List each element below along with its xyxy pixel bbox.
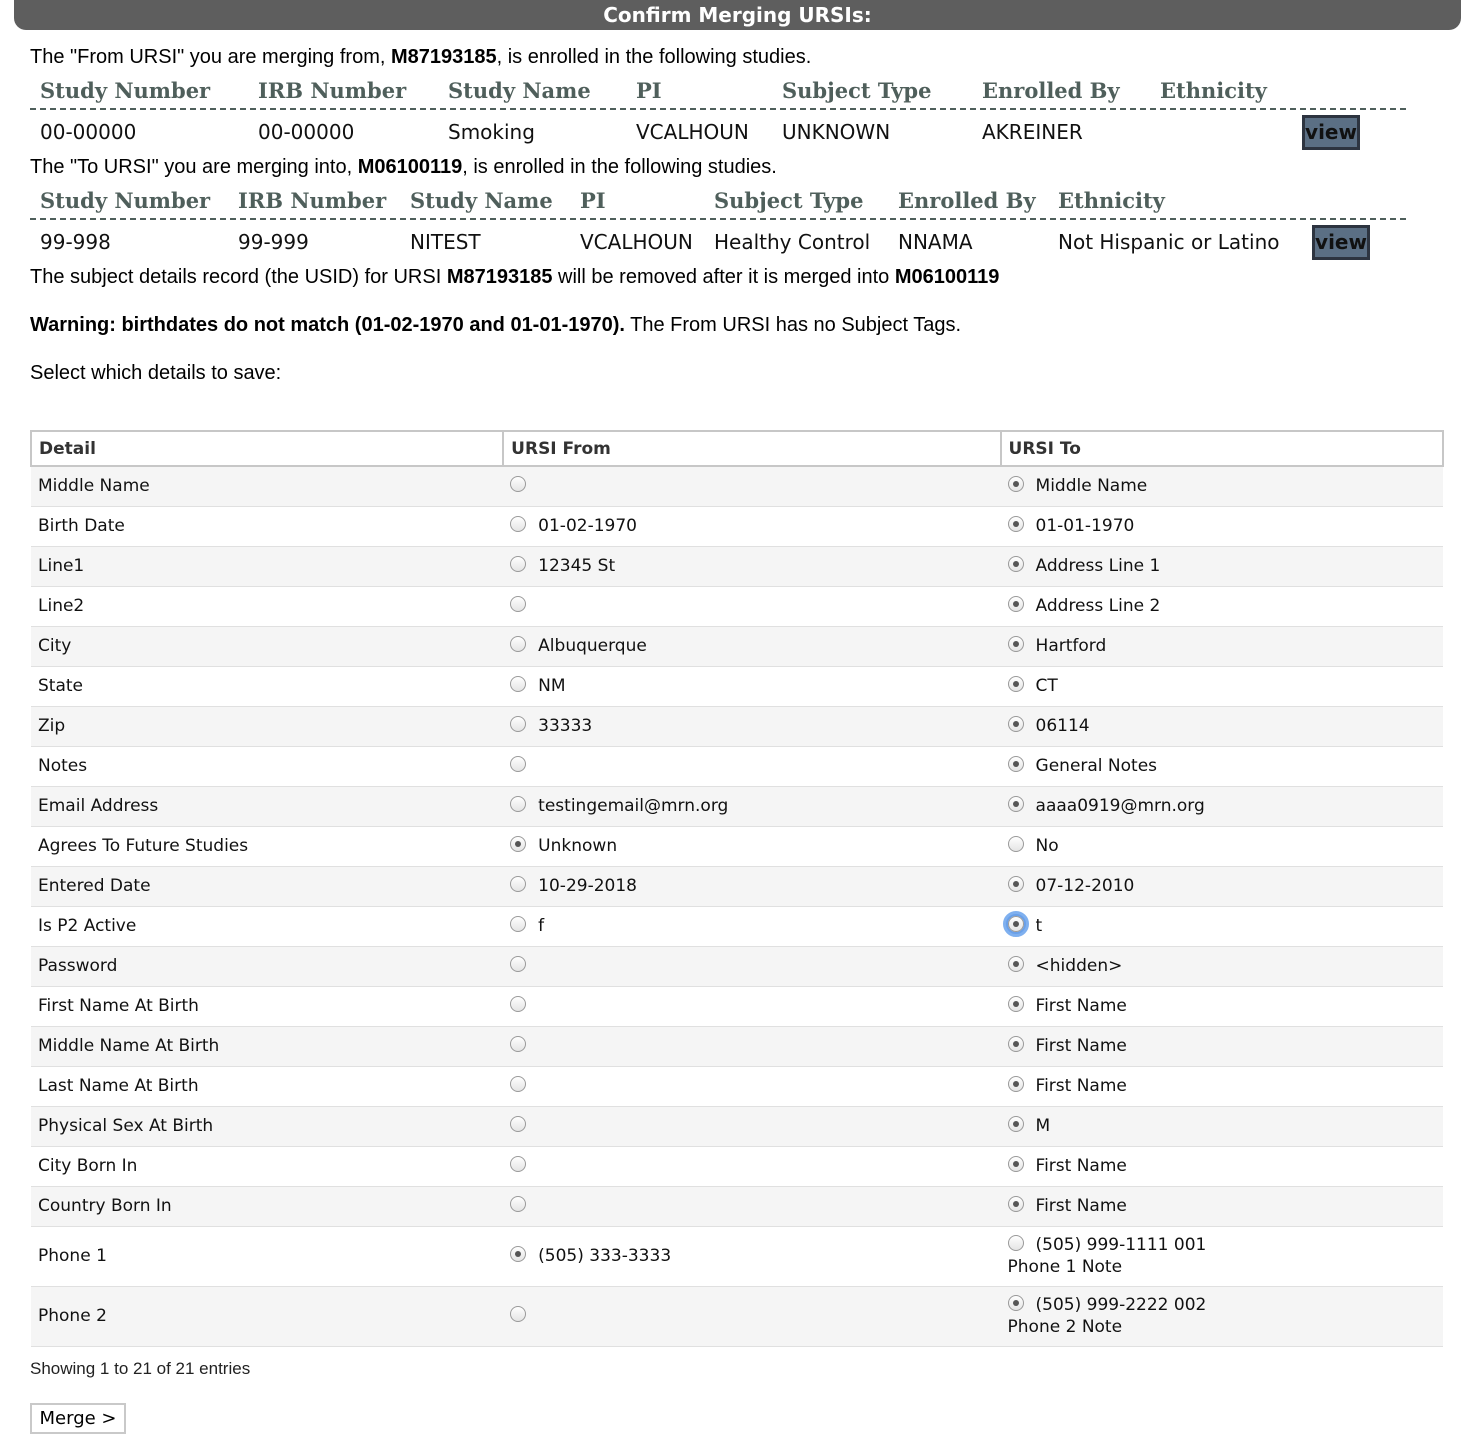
from-radio[interactable] [510,716,526,732]
ursi-to-cell [1001,826,1443,866]
from-radio[interactable] [510,956,526,972]
col-irb-number: IRB Number [258,78,407,103]
from-radio[interactable] [510,1156,526,1172]
ursi-from-cell [503,1146,1000,1186]
to-radio[interactable] [1008,1196,1024,1212]
detail-label: Country Born In [31,1186,503,1226]
to-radio[interactable] [1008,1295,1024,1311]
col-ursi-from[interactable]: URSI From [503,431,1000,466]
detail-label: Physical Sex At Birth [31,1106,503,1146]
col-ursi-to[interactable]: URSI To [1001,431,1443,466]
enrolled-by: NNAMA [898,230,973,254]
to-radio[interactable] [1008,476,1024,492]
to-radio[interactable] [1008,556,1024,572]
table-row [31,546,1443,586]
to-value: 07-12-2010 [1035,876,1135,896]
ursi-to-cell [1001,1186,1443,1226]
from-radio[interactable] [510,1076,526,1092]
from-value: 12345 St [538,556,616,576]
detail-label: Middle Name At Birth [31,1026,503,1066]
detail-label: Line2 [31,586,503,626]
to-value: Address Line 2 [1035,596,1161,616]
to-study-header [30,188,1406,220]
table-row [31,986,1443,1026]
removal-from-ursi: M87193185 [446,266,553,288]
col-study-number: Study Number [40,78,211,103]
from-radio[interactable] [510,1196,526,1212]
ursi-from-cell [503,866,1000,906]
from-intro-tail: , is enrolled in the following studies. [496,46,812,68]
to-radio[interactable] [1008,1036,1024,1052]
ursi-to-cell [1001,586,1443,626]
from-value: Unknown [538,836,618,856]
pi: VCALHOUN [636,120,749,144]
ursi-from-cell [503,626,1000,666]
ursi-to-cell [1001,1066,1443,1106]
details-table-body [31,466,1443,1346]
ursi-from-cell [503,786,1000,826]
ursi-from-cell [503,1026,1000,1066]
from-intro-text: The "From URSI" you are merging from, [30,46,391,68]
from-radio[interactable] [510,796,526,812]
select-prompt: Select which details to save: [30,362,282,384]
to-radio[interactable] [1008,916,1024,932]
from-study-header [30,78,1406,110]
ursi-from-cell [503,946,1000,986]
to-value: <hidden> [1035,956,1123,976]
table-row [31,586,1443,626]
from-radio[interactable] [510,556,526,572]
col-detail[interactable]: Detail [31,431,503,466]
ursi-to-cell [1001,986,1443,1026]
view-from-study-button[interactable]: view [1302,115,1360,150]
detail-label: Line1 [31,546,503,586]
ursi-from-cell [503,826,1000,866]
table-row [31,1146,1443,1186]
irb-number: 00-00000 [258,120,355,144]
from-radio[interactable] [510,476,526,492]
col-study-name: Study Name [410,188,553,213]
ursi-from-cell [503,546,1000,586]
detail-label: Password [31,946,503,986]
irb-number: 99-999 [238,230,309,254]
to-radio[interactable] [1008,596,1024,612]
to-radio[interactable] [1008,996,1024,1012]
col-study-name: Study Name [448,78,591,103]
col-enrolled-by: Enrolled By [898,188,1036,213]
detail-label: Notes [31,746,503,786]
to-value: First Name [1035,1156,1127,1176]
from-study-row [30,110,1406,154]
ursi-from-cell [503,906,1000,946]
from-value: 01-02-1970 [538,516,637,536]
col-subject-type: Subject Type [782,78,932,103]
to-value: CT [1035,676,1058,696]
from-radio[interactable] [510,516,526,532]
merge-button[interactable]: Merge > [30,1403,126,1434]
subject-type: Healthy Control [714,230,871,254]
from-radio[interactable] [510,916,526,932]
to-radio[interactable] [1008,756,1024,772]
ursi-to-cell [1001,906,1443,946]
study-name: NITEST [410,230,481,254]
to-radio[interactable] [1008,1156,1024,1172]
to-radio[interactable] [1008,836,1024,852]
to-intro-text: The "To URSI" you are merging into, [30,156,358,178]
table-row [31,466,1443,506]
from-radio[interactable] [510,1036,526,1052]
from-radio[interactable] [510,836,526,852]
ursi-to-cell [1001,506,1443,546]
to-value: (505) 999-2222 002 [1035,1294,1207,1315]
table-row [31,786,1443,826]
detail-label: Agrees To Future Studies [31,826,503,866]
warning-bold: Warning: birthdates do not match (01-02-1970 and 01-01-1970). [30,314,625,336]
ursi-from-cell [503,746,1000,786]
table-row [31,1106,1443,1146]
to-radio[interactable] [1008,796,1024,812]
ursi-to-cell [1001,866,1443,906]
ursi-to-cell [1001,786,1443,826]
enrolled-by: AKREINER [982,120,1083,144]
removal-note-middle: will be removed after it is merged into [552,266,895,288]
ursi-from-cell [503,666,1000,706]
to-value: 06114 [1035,716,1090,736]
view-to-study-button[interactable]: view [1312,225,1370,260]
ursi-from-cell [503,1106,1000,1146]
ursi-from-cell [503,466,1000,506]
to-value: First Name [1035,996,1127,1016]
from-value: (505) 333-3333 [538,1246,672,1266]
to-value: aaaa0919@mrn.org [1035,796,1205,816]
from-radio[interactable] [510,996,526,1012]
table-row [31,826,1443,866]
to-value: First Name [1035,1076,1127,1096]
ursi-from-cell [503,506,1000,546]
warning-message [30,314,961,337]
to-value: Address Line 1 [1035,556,1161,576]
ursi-from-cell [503,1066,1000,1106]
from-radio[interactable] [510,636,526,652]
table-row [31,746,1443,786]
from-radio[interactable] [510,1116,526,1132]
to-study-row [30,220,1406,264]
removal-to-ursi: M06100119 [894,266,1000,288]
from-radio[interactable] [510,1246,526,1262]
from-value: f [538,916,545,936]
detail-label: Middle Name [31,466,503,506]
table-row [31,506,1443,546]
phone-note: Phone 1 Note [1007,1256,1123,1277]
col-ethnicity: Ethnicity [1160,78,1267,103]
from-radio[interactable] [510,1306,526,1322]
entries-info: Showing 1 to 21 of 21 entries [30,1359,251,1378]
removal-note-text: The subject details record (the USID) for URSI [30,266,447,288]
ursi-to-cell [1001,1226,1443,1286]
detail-label: Phone 1 [31,1226,503,1286]
from-radio[interactable] [510,756,526,772]
to-radio[interactable] [1008,516,1024,532]
ursi-from-cell [503,706,1000,746]
ursi-from-cell [503,1226,1000,1286]
from-radio[interactable] [510,676,526,692]
removal-note [30,266,999,289]
to-radio[interactable] [1008,1116,1024,1132]
to-radio[interactable] [1008,956,1024,972]
col-ethnicity: Ethnicity [1058,188,1165,213]
ursi-to-cell [1001,626,1443,666]
detail-label: First Name At Birth [31,986,503,1026]
to-value: Middle Name [1035,476,1148,497]
warning-rest: The From URSI has no Subject Tags. [624,314,962,336]
to-radio[interactable] [1008,716,1024,732]
to-intro [30,156,777,179]
to-ursi: M06100119 [357,156,463,178]
detail-label: City Born In [31,1146,503,1186]
ethnicity: Not Hispanic or Latino [1058,230,1280,254]
pi: VCALHOUN [580,230,693,254]
ursi-to-cell [1001,466,1443,506]
ursi-to-cell [1001,666,1443,706]
study-number: 99-998 [40,230,111,254]
detail-label: Is P2 Active [31,906,503,946]
table-row [31,906,1443,946]
subject-type: UNKNOWN [782,120,891,144]
details-table [30,430,1444,1347]
ursi-to-cell [1001,1106,1443,1146]
detail-label: Email Address [31,786,503,826]
table-row [31,1066,1443,1106]
study-number: 00-00000 [40,120,137,144]
ursi-to-cell [1001,746,1443,786]
col-irb-number: IRB Number [238,188,387,213]
col-pi: PI [580,188,606,213]
ursi-from-cell [503,1186,1000,1226]
dialog-title: Confirm Merging URSIs: [14,0,1461,30]
to-radio[interactable] [1008,676,1024,692]
table-row [31,1026,1443,1066]
to-value: 01-01-1970 [1035,516,1135,536]
detail-label: City [31,626,503,666]
detail-label: Phone 2 [31,1286,503,1346]
to-value: M [1035,1116,1051,1136]
table-row [31,666,1443,706]
to-value: t [1035,916,1043,936]
to-radio[interactable] [1008,1235,1024,1251]
table-row [31,866,1443,906]
from-value: 10-29-2018 [538,876,637,896]
phone-note: Phone 2 Note [1007,1316,1123,1337]
col-pi: PI [636,78,662,103]
to-value: Hartford [1035,636,1107,656]
ursi-to-cell [1001,1286,1443,1346]
table-row [31,706,1443,746]
to-value: General Notes [1035,756,1158,776]
table-row [31,1286,1443,1346]
to-value: (505) 999-1111 001 [1035,1234,1207,1255]
detail-label: State [31,666,503,706]
from-value: 33333 [538,716,593,736]
ursi-to-cell [1001,946,1443,986]
to-value: First Name [1035,1036,1127,1056]
ursi-to-cell [1001,546,1443,586]
to-radio[interactable] [1008,1076,1024,1092]
from-value: NM [538,676,566,696]
ursi-to-cell [1001,706,1443,746]
table-row [31,1186,1443,1226]
ursi-to-cell [1001,1026,1443,1066]
col-subject-type: Subject Type [714,188,864,213]
from-value: Albuquerque [538,636,647,656]
table-row [31,946,1443,986]
ursi-to-cell [1001,1146,1443,1186]
to-value: No [1035,836,1059,856]
col-enrolled-by: Enrolled By [982,78,1120,103]
from-study-table [30,78,1406,154]
detail-label: Entered Date [31,866,503,906]
to-intro-tail: , is enrolled in the following studies. [462,156,777,178]
table-row [31,626,1443,666]
detail-label: Last Name At Birth [31,1066,503,1106]
to-study-table [30,188,1406,264]
col-study-number: Study Number [40,188,211,213]
to-value: First Name [1035,1196,1127,1216]
to-radio[interactable] [1008,636,1024,652]
study-name: Smoking [448,120,535,144]
from-value: testingemail@mrn.org [538,796,729,816]
from-radio[interactable] [510,876,526,892]
to-radio[interactable] [1008,876,1024,892]
from-radio[interactable] [510,596,526,612]
detail-label: Birth Date [31,506,503,546]
from-ursi: M87193185 [390,46,497,68]
detail-label: Zip [31,706,503,746]
table-row [31,1226,1443,1286]
ursi-from-cell [503,986,1000,1026]
ursi-from-cell [503,586,1000,626]
ursi-from-cell [503,1286,1000,1346]
from-intro [30,46,811,69]
